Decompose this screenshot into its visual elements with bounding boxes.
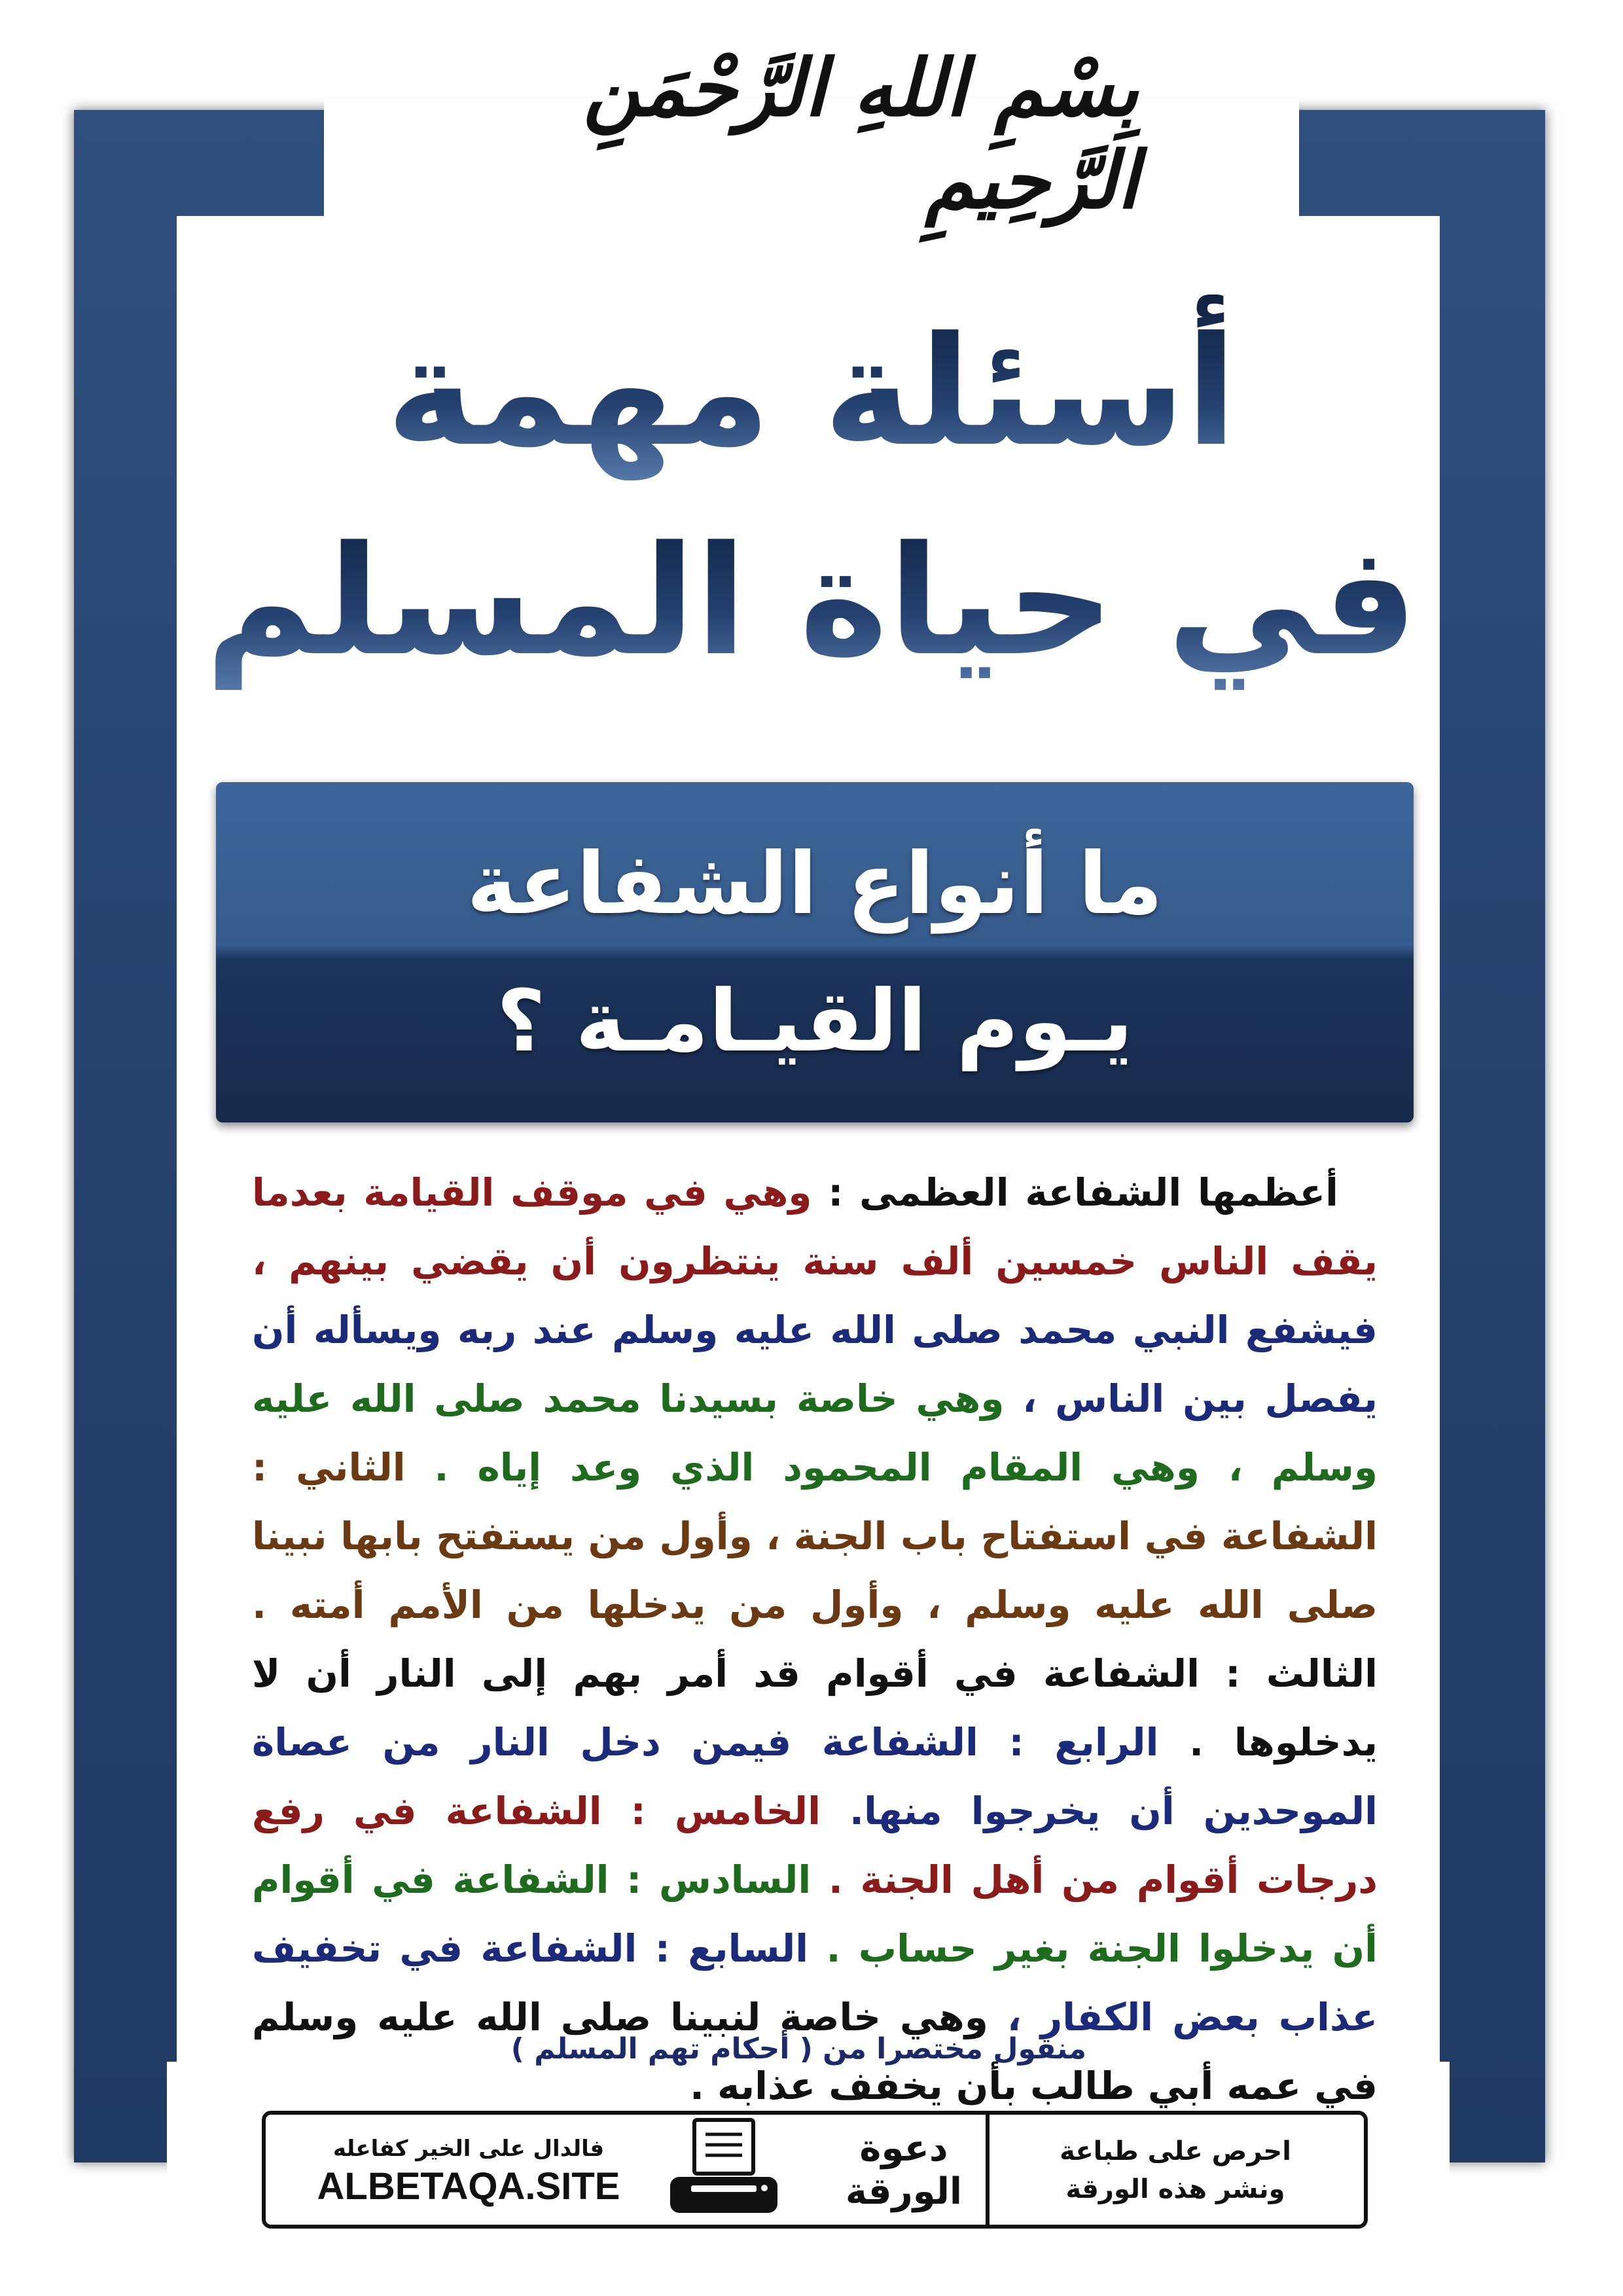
- answer-segment: الرابع : الشفاعة فيمن دخل النار من عصاة الموحدين أن يخرجوا منها.: [252, 1720, 1378, 1833]
- answer-segment: الثاني : الشفاعة في استفتاح باب الجنة ، وأول من يستفتح بابها نبينا صلى الله عليه وسلم ، وأول من يدخلها من الأمم أمته .: [252, 1445, 1378, 1627]
- logo-line-2: الورقة: [845, 2170, 963, 2213]
- question-banner: [216, 782, 1414, 1122]
- source-citation: منقول مختصرا من ( أحكام تهم المسلم ): [510, 2032, 1086, 2066]
- answer-segment: أعظمها الشفاعة العظمى :: [812, 1170, 1338, 1215]
- answer-segment: وهي خاصة لنبينا صلى الله عليه وسلم في عمه أبي طالب بأن يخفف عذابه .: [252, 1995, 1378, 2108]
- dawah-logo: [842, 2115, 966, 2226]
- footer-bar: [262, 2111, 1368, 2229]
- title-line-2: في حياة المسلم: [205, 504, 1418, 700]
- answer-segment: السابع : الشفاعة في تخفيف عذاب بعض الكفار ،: [252, 1926, 1378, 2039]
- question-line-1: ما أنواع الشفاعة: [467, 834, 1163, 933]
- logo-line-1: دعوة: [859, 2127, 948, 2170]
- answer-segment: وهي خاصة بسيدنا محمد صلى الله عليه وسلم ، وهي المقام المحمود الذي وعد إياه .: [252, 1376, 1378, 1490]
- answer-segment: الثالث : الشفاعة في أقوام قد أمر بهم إلى النار أن لا يدخلوها .: [252, 1651, 1378, 1765]
- question-line-2: يـوم القيـامـة ؟: [496, 971, 1133, 1071]
- footer-site-link[interactable]: ALBETAQA.SITE: [317, 2165, 620, 2208]
- print-request-line-1: احرص على طباعة: [1060, 2136, 1291, 2166]
- page-title: [205, 295, 1418, 700]
- footer-print-request: [999, 2125, 1352, 2216]
- printer-icon: [665, 2115, 783, 2226]
- footer-divider: [986, 2115, 990, 2225]
- answer-segment: السادس : الشفاعة في أقوام أن يدخلوا الجنة بغير حساب .: [252, 1857, 1378, 1971]
- footer-tagline: فالدال على الخير كفاعله: [332, 2136, 605, 2162]
- answer-segment: وهي في موقف القيامة بعدما يقف الناس خمسين ألف سنة ينتظرون أن يقضي بينهم ،: [252, 1170, 1378, 1283]
- basmala-calligraphy: بِسْمِ اللهِ الرَّحْمَنِ الرَّحِيمِ: [583, 42, 1139, 226]
- print-request-line-2: ونشر هذه الورقة: [1065, 2174, 1285, 2204]
- footer-site-block: [285, 2128, 652, 2216]
- answer-segment: الخامس : الشفاعة في رفع درجات أقوام من أهل الجنة .: [252, 1789, 1378, 1902]
- title-line-1: أسئلة مهمة: [386, 295, 1237, 491]
- answer-segment: فيشفع النبي محمد صلى الله عليه وسلم عند ربه ويسأله أن يفصل بين الناس ،: [252, 1308, 1378, 1421]
